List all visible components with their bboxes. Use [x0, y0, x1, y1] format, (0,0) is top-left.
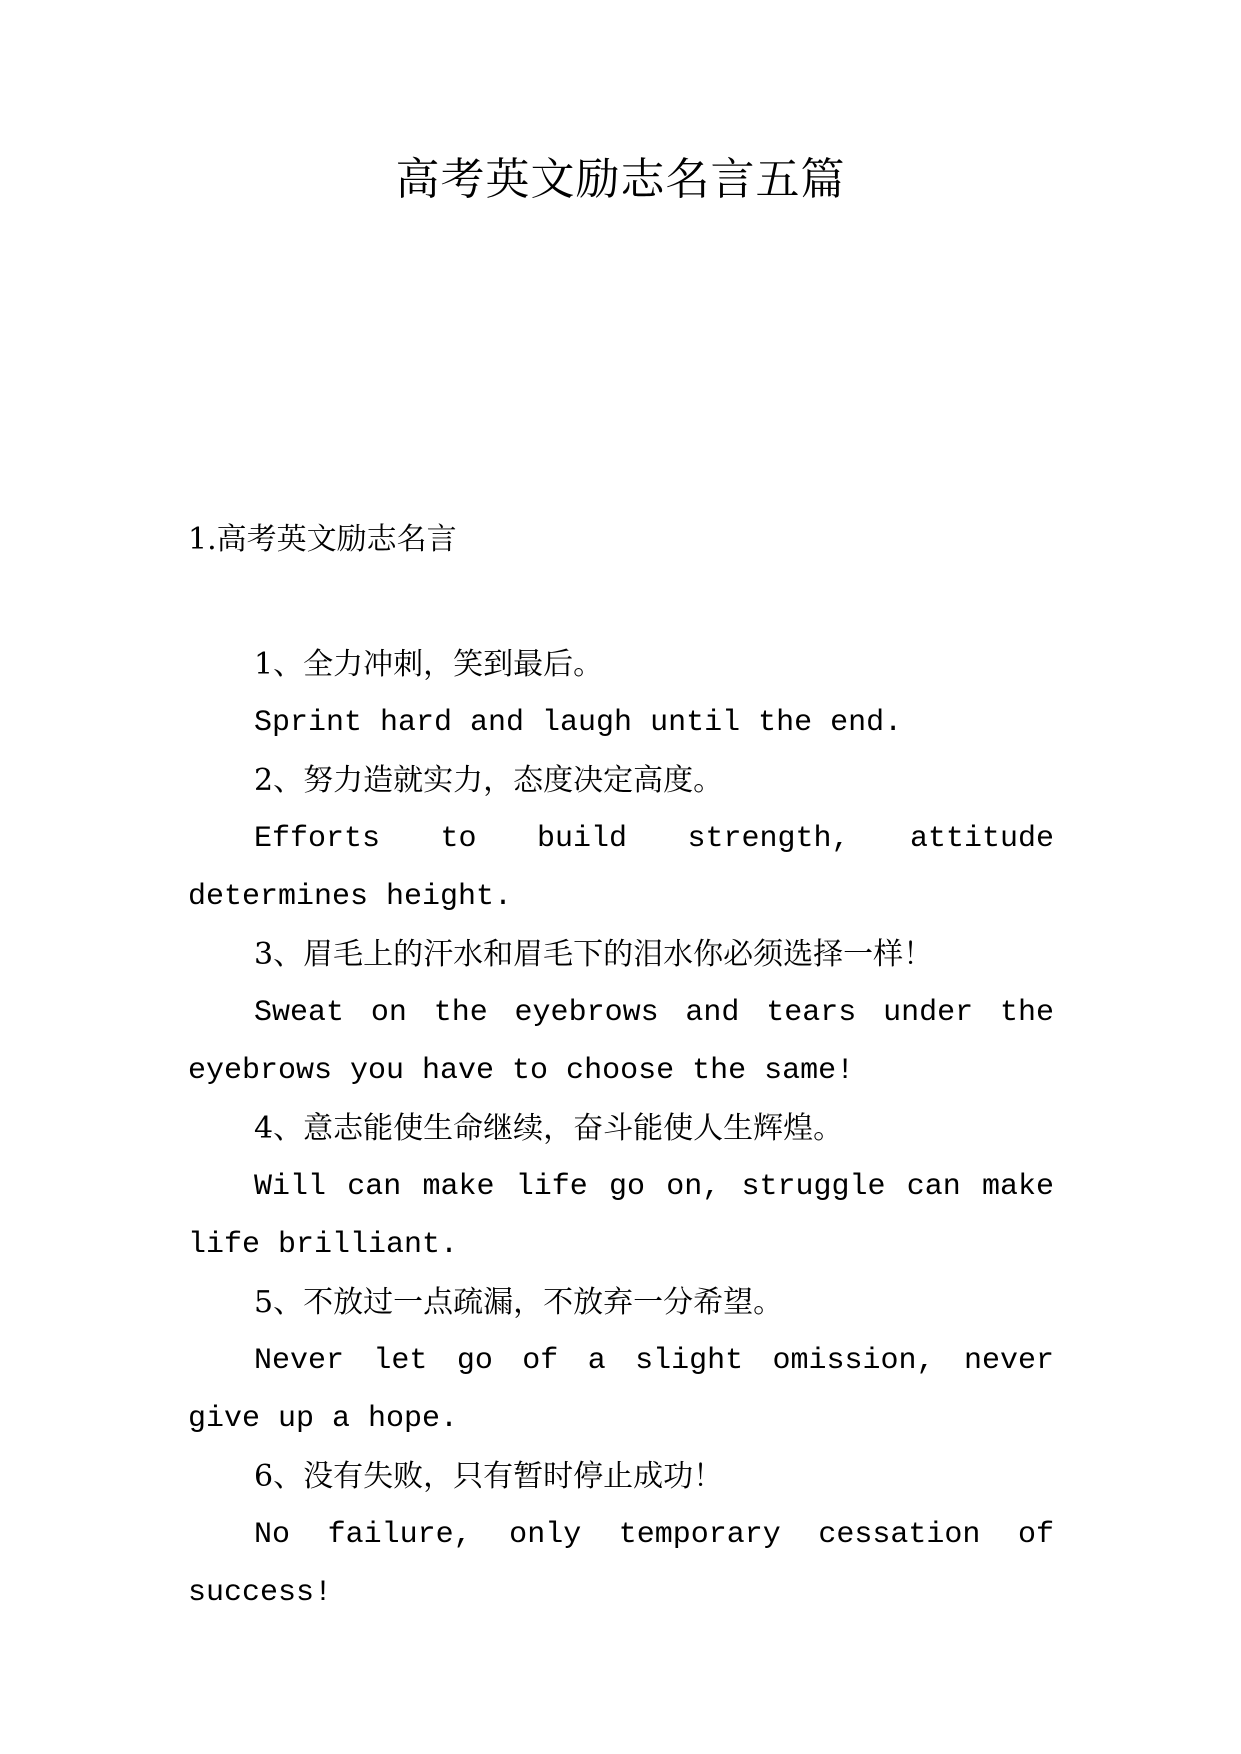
quote-english: Will can make life go on, struggle can make life brilliant.	[188, 1170, 1054, 1262]
quote-item	[188, 1100, 1054, 1274]
quote-english: Sprint hard and laugh until the end.	[254, 706, 903, 740]
quote-item	[188, 1274, 1054, 1448]
quote-english: Never let go of a slight omission, never give up a hope.	[188, 1344, 1054, 1436]
quote-item	[188, 1448, 1054, 1622]
quote-item	[188, 926, 1054, 1100]
quote-list	[188, 636, 1054, 1622]
document-title: 高考英文励志名言五篇	[395, 154, 846, 205]
quote-item	[188, 752, 1054, 926]
quote-english: Sweat on the eyebrows and tears under the eyebrows you have to choose the same!	[188, 996, 1054, 1088]
section-heading: 1.高考英文励志名言	[188, 522, 457, 557]
quote-english: No failure, only temporary cessation of success!	[188, 1518, 1054, 1610]
quote-chinese: 1、全力冲刺，笑到最后。	[254, 647, 604, 682]
quote-item	[188, 636, 1054, 752]
quote-chinese: 2、努力造就实力，态度决定高度。	[254, 763, 724, 798]
quote-english: Efforts to build strength, attitude determines height.	[188, 822, 1054, 914]
quote-chinese: 4、意志能使生命继续，奋斗能使人生辉煌。	[254, 1111, 844, 1146]
quote-chinese: 6、没有失败，只有暂时停止成功！	[254, 1459, 724, 1494]
quote-chinese: 3、眉毛上的汗水和眉毛下的泪水你必须选择一样！	[254, 937, 934, 972]
quote-chinese: 5、不放过一点疏漏，不放弃一分希望。	[254, 1285, 784, 1320]
